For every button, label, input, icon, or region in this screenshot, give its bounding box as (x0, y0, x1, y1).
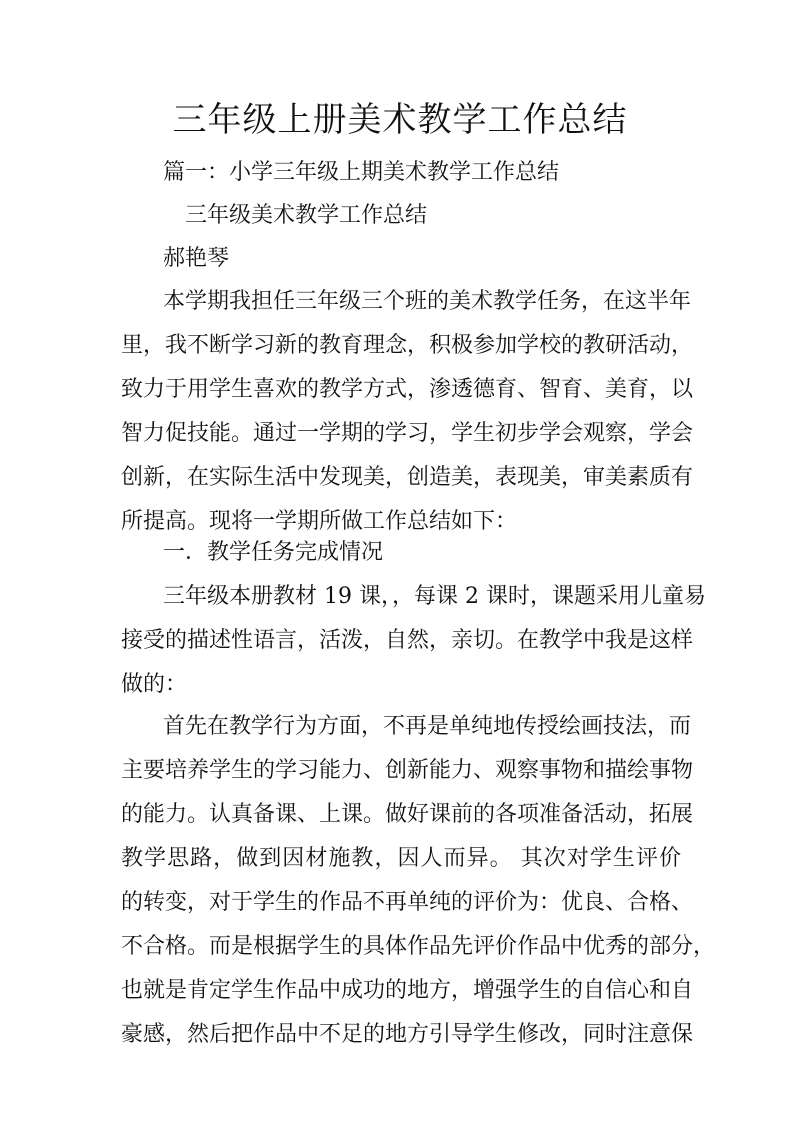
paragraph-line: 所提高。现将一学期所做工作总结如下： (121, 509, 518, 534)
paragraph-line: 也就是肯定学生作品中成功的地方，增强学生的自信心和自 (121, 978, 694, 1003)
paragraph-line: 的能力。认真备课、上课。做好课前的各项准备活动，拓展 (121, 802, 694, 827)
section-heading: 三年级美术教学工作总结 (185, 203, 428, 228)
paragraph-line: 豪感，然后把作品中不足的地方引导学生修改，同时注意保 (121, 1022, 694, 1047)
document-title: 三年级上册美术教学工作总结 (172, 100, 628, 140)
paragraph-textbook (121, 575, 706, 707)
paragraph-intro (121, 280, 694, 544)
paragraph-line: 教学思路，做到因材施教，因人而异。 其次对学生评价 (121, 846, 681, 871)
paragraph-line: 主要培养学生的学习能力、创新能力、观察事物和描绘事物 (121, 758, 694, 783)
paragraph-line: 首先在教学行为方面，不再是单纯地传授绘画技法，而 (163, 714, 692, 739)
paragraph-line: 的转变，对于学生的作品不再单纯的评价为：优良、合格、 (121, 890, 694, 915)
author-name: 郝艳琴 (163, 246, 230, 271)
document-subtitle: 篇一：小学三年级上期美术教学工作总结 (163, 160, 560, 185)
paragraph-line: 致力于用学生喜欢的教学方式，渗透德育、智育、美育，以 (121, 377, 694, 402)
paragraph-line: 里，我不断学习新的教育理念，积极参加学校的教研活动， (121, 333, 694, 358)
paragraph-line: 做的： (121, 672, 188, 697)
paragraph-line: 创新，在实际生活中发现美，创造美，表现美，审美素质有 (121, 465, 694, 490)
paragraph-line: 接受的描述性语言，活泼，自然，亲切。在教学中我是这样 (121, 628, 694, 653)
paragraph-line: 三年级本册教材 19 课，，每课 2 课时，课题采用儿童易 (163, 584, 706, 609)
section-1-heading: 一．教学任务完成情况 (163, 540, 384, 565)
paragraph-teaching (121, 705, 716, 1057)
paragraph-line: 智力促技能。通过一学期的学习，学生初步学会观察，学会 (121, 421, 694, 446)
paragraph-line: 本学期我担任三年级三个班的美术教学任务，在这半年 (163, 289, 692, 314)
paragraph-line: 不合格。而是根据学生的具体作品先评价作品中优秀的部分， (121, 934, 716, 959)
